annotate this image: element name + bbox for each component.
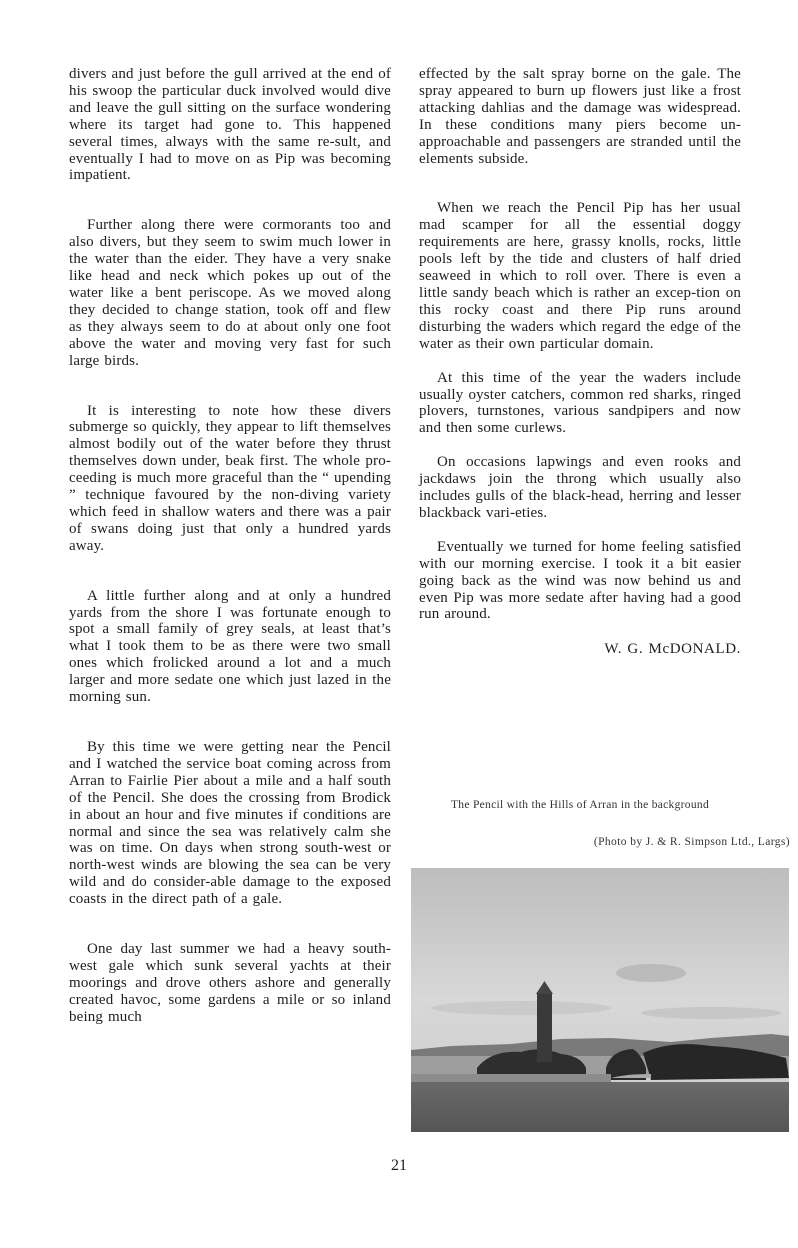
photo-credit: (Photo by J. & R. Simpson Ltd., Largs): [593, 836, 790, 848]
figure-caption: The Pencil with the Hills of Arran in the background: [450, 799, 709, 811]
paragraph: On occasions lapwings and even rooks and jackdaws join the throng which usually also includes gulls of the black-head, herring and lesser blackback vari-eties.: [419, 454, 741, 521]
page-number: 21: [391, 1157, 407, 1174]
right-column: [419, 66, 741, 673]
photo-illustration: [411, 868, 789, 1132]
author-signature: W. G. McDONALD.: [604, 641, 741, 658]
paragraph: At this time of the year the waders include usually oyster catchers, common red sharks, ringed plovers, turnstones, various sandpipers and now and then some curlews.: [419, 369, 741, 437]
paragraph: When we reach the Pencil Pip has her usual mad scamper for all the essential doggy requirements are here, grassy knolls, rocks, little pools left by the tide and clusters of half dried seaweed in which to roll over. There is even a little sandy beach which is rather an excep-tion on this rocky coast and there Pip runs around disturbing the waders which regard the edge of the water as their own particular domain.: [419, 200, 741, 352]
paragraph: effected by the salt spray borne on the gale. The spray appeared to burn up flowers just like a frost attacking dahlias and the damage was widespread. In these conditions many piers become un-approachable and passengers are stranded until the elements subside.: [419, 66, 741, 167]
paragraph: By this time we were getting near the Pencil and I watched the service boat coming across from Arran to Fairlie Pier about a mile and a half south of the Pencil. She does the crossing from Brodick in about an hour and five minutes if conditions are normal and since the sea was relatively calm she was on time. On days when strong south-west or north-west winds are blowing the sea can be very wild and do consider-able damage to the exposed coasts in the direct path of a gale.: [69, 739, 391, 908]
left-column: [69, 66, 391, 1026]
paragraph: A little further along and at only a hundred yards from the shore I was fortunate enough to spot a small family of grey seals, at least that’s what I took them to be as there were two small ones which frolicked around a lot and a much larger and more sedate one which just lazed in the morning sun.: [69, 587, 391, 706]
paragraph: It is interesting to note how these divers submerge so quickly, they appear to lift themselves almost bodily out of the water before they thrust themselves down under, beak first. The whole pro-ceeding is much more graceful than the “ upending ” technique favoured by the non-diving variety which feed in shallow waters and there was a pair of swans doing just that only a hundred yards away.: [69, 402, 391, 554]
paragraph: One day last summer we had a heavy south-west gale which sunk several yachts at their moorings and drove others ashore and generally created havoc, some gardens a mile or so inland being much: [69, 941, 391, 1025]
photo-the-pencil: [411, 868, 789, 1132]
paragraph: Eventually we turned for home feeling satisfied with our morning exercise. I took it a bit easier going back as the wind was now behind us and even Pip was more sedate after having had a good run around.: [419, 538, 741, 623]
paragraph: Further along there were cormorants too and also divers, but they seem to swim much lower in the water than the eider. They have a very snake like head and neck which pokes up out of the water like a bent periscope. As we moved along they decided to change station, took off and flew as they always seem to do at about only one foot above the water and moving very fast for such large birds.: [69, 217, 391, 369]
paragraph: divers and just before the gull arrived at the end of his swoop the particular duck involved would dive and leave the gull sitting on the surface wondering where its target had gone to. This happened several times, always with the same re-sult, and eventually I had to move on as Pip was becoming impatient.: [69, 66, 391, 184]
